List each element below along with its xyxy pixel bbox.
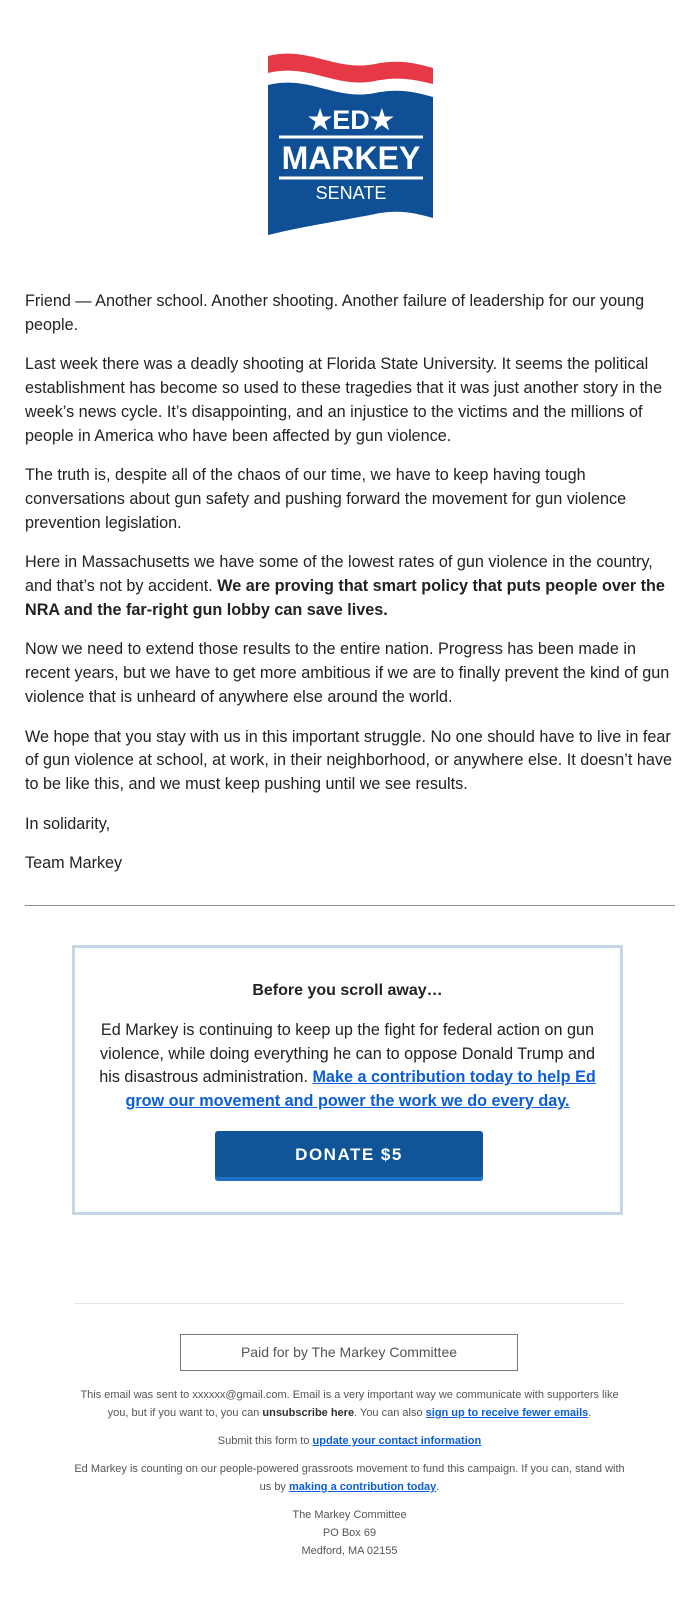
paragraph-3: The truth is, despite all of the chaos of our time, we have to keep having tough conversations about gun safety and pushing forward the movement for gun violence prevention legislation. (25, 466, 627, 532)
paragraph-5: Now we need to extend those results to the entire nation. Progress has been made in recent years, but we have to get more ambitious if we are to finally prevent the kind of gun violence that is unheard of anywhere else around the world. (25, 640, 670, 706)
promo-text (93, 1019, 602, 1114)
address-line-1: The Markey Committee (292, 1509, 407, 1521)
sent-end: . (588, 1407, 592, 1419)
making-contribution-link[interactable]: making a contribution today (289, 1481, 437, 1493)
signature: Team Markey (25, 854, 123, 873)
promo-heading: Before you scroll away… (252, 982, 443, 999)
logo-line1: ★ED★ (308, 105, 394, 135)
grassroots-notice (74, 1460, 625, 1496)
unsubscribe-link[interactable]: unsubscribe here (262, 1407, 355, 1419)
donate-button[interactable]: DONATE $5 (215, 1131, 483, 1181)
sent-mid: . Email is a very important way we communicate with supporters like you, but if you want to, you can (107, 1389, 619, 1419)
letter-body (25, 290, 675, 892)
footer (74, 1386, 625, 1560)
address-line-3: Medford, MA 02155 (301, 1545, 398, 1557)
paragraph-1: Friend — Another school. Another shooting. Another failure of leadership for our young people. (25, 292, 645, 334)
address-line-2: PO Box 69 (322, 1527, 377, 1539)
sent-mid2: . You can also (354, 1407, 426, 1419)
email-notice (74, 1386, 625, 1422)
grassroots-end: . (436, 1481, 440, 1493)
update-info-notice (74, 1432, 625, 1450)
recipient-email: xxxxxx@gmail.com (192, 1389, 287, 1401)
paragraph-4 (25, 551, 675, 622)
update-contact-link[interactable]: update your contact information (312, 1435, 482, 1447)
sent-prefix: This email was sent to (80, 1389, 193, 1401)
donation-promo-box (72, 945, 623, 1215)
fewer-emails-link[interactable]: sign up to receive fewer emails (425, 1407, 589, 1419)
paragraph-4-bold: We are proving that smart policy that puts people over the NRA and the far-right gun lobby can save lives. (25, 577, 665, 619)
divider (25, 905, 675, 906)
logo-red-stripe (268, 54, 433, 84)
logo-line3: SENATE (315, 183, 387, 203)
logo-line2: MARKEY (281, 140, 421, 176)
paragraph-4-text: Here in Massachusetts we have some of the lowest rates of gun violence in the country, and that’s not by accident. (25, 553, 653, 596)
paid-for-disclaimer: Paid for by The Markey Committee (180, 1334, 518, 1371)
form-prefix: Submit this form to (217, 1435, 313, 1447)
paragraph-2: Last week there was a deadly shooting at Florida State University. It seems the political establishment has become so used to these tragedies that it was just another story in the week’s news cycle. It’s disappointing, and an injustice to the victims and the millions of people in America who have been affected by gun violence. (25, 355, 663, 445)
mailing-address (74, 1506, 625, 1560)
ed-markey-senate-logo (265, 50, 435, 235)
grassroots-prefix: Ed Markey is counting on our people-powered grassroots movement to fund this campaign. If you can, stand with us by (74, 1463, 625, 1493)
closing: In solidarity, (25, 814, 111, 833)
paragraph-6: We hope that you stay with us in this important struggle. No one should have to live in fear of gun violence at school, at work, in their neighborhood, or anywhere else. It doesn’t have to be like this, and we must keep pushing until we see results. (25, 727, 672, 793)
contribution-link[interactable]: Make a contribution today to help Ed grow our movement and power the work we do every day. (125, 1068, 596, 1111)
promo-body: Ed Markey is continuing to keep up the fight for federal action on gun violence, while doing everything he can to oppose Donald Trump and his disastrous administration. (99, 1021, 595, 1087)
logo (0, 50, 700, 235)
footer-divider (74, 1303, 625, 1304)
